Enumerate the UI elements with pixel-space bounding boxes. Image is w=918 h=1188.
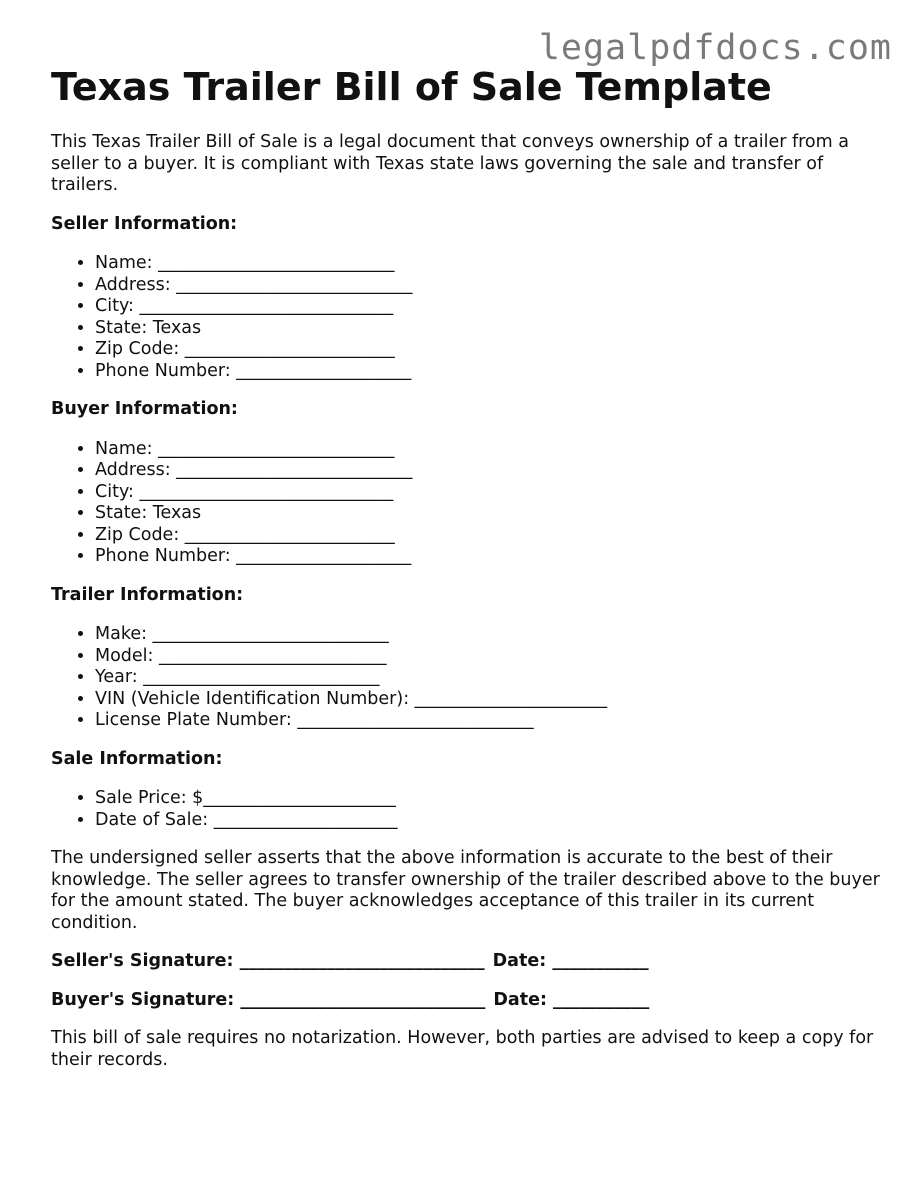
- closing-paragraph: The undersigned seller asserts that the above information is accurate to the best of their knowledge. The seller agrees to transfer ownership of the trailer described above to the buyer for the amount stated. The buyer acknowledges acceptance of this trailer in its current condition.: [51, 848, 880, 933]
- buyer-section-heading: Buyer Information:: [51, 399, 238, 419]
- document-page: [51, 64, 881, 1071]
- trailer-make-field: • Make: ___________________________: [95, 624, 881, 646]
- buyer-state-field: • State: Texas: [95, 503, 881, 525]
- intro-paragraph: This Texas Trailer Bill of Sale is a legal document that conveys ownership of a trailer from a seller to a buyer. It is compliant with Texas state laws governing the sale and transfer of trailers.: [51, 132, 849, 195]
- seller-address-field: • Address: ___________________________: [95, 275, 881, 297]
- sale-date-field: • Date of Sale: _____________________: [95, 810, 881, 832]
- watermark: legalpdfdocs.com: [538, 28, 892, 68]
- sale-section-heading: Sale Information:: [51, 748, 223, 769]
- seller-city-field: • City: _____________________________: [95, 296, 881, 318]
- buyer-city-field: • City: _____________________________: [95, 482, 881, 504]
- seller-state-field: • State: Texas: [95, 318, 881, 340]
- page-title: Texas Trailer Bill of Sale Template: [51, 65, 772, 109]
- sale-price-field: • Sale Price: $______________________: [95, 788, 881, 810]
- buyer-phone-field: • Phone Number: ____________________: [95, 546, 881, 568]
- trailer-section-heading: Trailer Information:: [51, 584, 244, 605]
- seller-section-heading: Seller Information:: [51, 213, 238, 234]
- seller-signature-label: Seller's Signature: ____________________________: [51, 951, 485, 971]
- buyer-signature-date: Date: ___________: [493, 989, 650, 1010]
- trailer-plate-field: • License Plate Number: ___________________________: [95, 710, 881, 732]
- footer-note: This bill of sale requires no notarization. However, both parties are advised to keep a copy for their records.: [51, 1028, 874, 1070]
- seller-signature-date: Date: ___________: [492, 951, 649, 971]
- trailer-info-list: [51, 624, 881, 732]
- seller-zip-field: • Zip Code: ________________________: [95, 339, 881, 361]
- seller-phone-field: • Phone Number: ____________________: [95, 361, 881, 383]
- buyer-signature-label: Buyer's Signature: ____________________________: [51, 989, 486, 1010]
- seller-signature-line: [51, 951, 881, 973]
- trailer-vin-field: • VIN (Vehicle Identification Number): ______________________: [95, 689, 881, 711]
- buyer-signature-line: [51, 990, 881, 1012]
- trailer-model-field: • Model: __________________________: [95, 646, 881, 668]
- sale-info-list: [51, 788, 881, 831]
- seller-name-field: • Name: ___________________________: [95, 253, 881, 275]
- buyer-address-field: • Address: ___________________________: [95, 460, 881, 482]
- buyer-info-list: [51, 439, 881, 568]
- buyer-name-field: • Name: ___________________________: [95, 439, 881, 461]
- buyer-zip-field: • Zip Code: ________________________: [95, 525, 881, 547]
- trailer-year-field: • Year: ___________________________: [95, 667, 881, 689]
- seller-info-list: [51, 253, 881, 382]
